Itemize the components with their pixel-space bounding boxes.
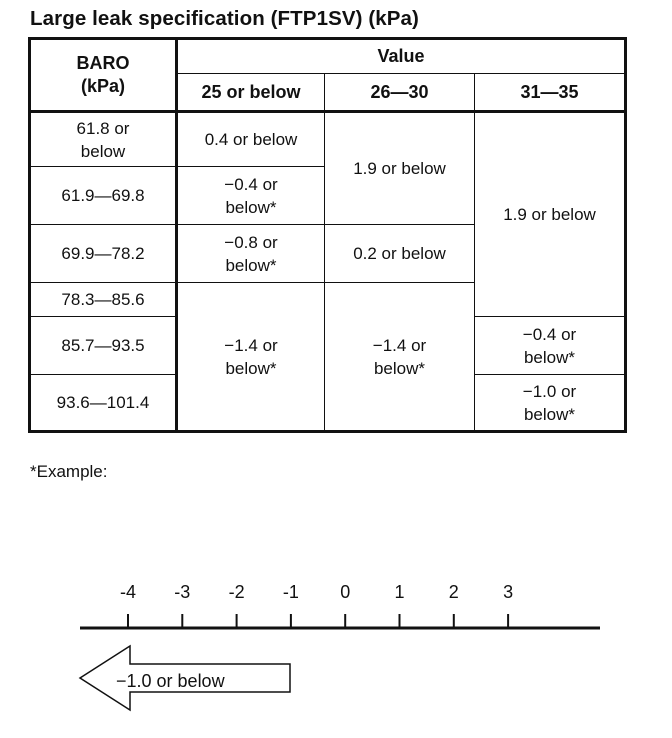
value-cell: 1.9 or below [475,112,626,317]
arrow-label: −1.0 or below [116,671,225,691]
table-row [30,112,626,167]
scale-tick-label: -1 [282,582,299,602]
baro-cell: 61.9—69.8 [30,167,177,225]
value-cell: −0.4 or below* [177,167,325,225]
scale-tick-label: 1 [394,582,405,602]
leak-spec-table [28,37,627,433]
column-header-1: 25 or below [177,74,325,112]
baro-cell: 78.3—85.6 [30,283,177,317]
example-label: *Example: [30,462,108,481]
value-cell: 0.2 or below [325,225,475,283]
value-cell: 1.9 or below [325,112,475,225]
value-cell: −1.0 or below* [475,375,626,432]
scale-tick-label: 2 [448,582,459,602]
value-header: Value [177,39,626,74]
value-cell: −0.4 or below* [475,317,626,375]
column-header-3: 31—35 [475,74,626,112]
value-cell: −1.4 or below* [325,283,475,432]
scale-tick-label: 3 [503,582,514,602]
baro-cell: 85.7—93.5 [30,317,177,375]
baro-header: BARO (kPa) [30,39,177,112]
value-cell: 0.4 or below [177,112,325,167]
column-header-2: 26—30 [325,74,475,112]
value-cell: −0.8 or below* [177,225,325,283]
value-cell: −1.4 or below* [177,283,325,432]
scale-tick-label: 0 [340,582,351,602]
scale-tick-label: -4 [119,582,137,602]
example-scale [0,560,672,738]
baro-cell: 93.6—101.4 [30,375,177,432]
scale-tick-label: -3 [174,582,191,602]
baro-cell: 61.8 or below [30,112,177,167]
baro-cell: 69.9—78.2 [30,225,177,283]
spec-title: Large leak specification (FTP1SV) (kPa) [30,7,419,30]
scale-tick-label: -2 [228,582,245,602]
